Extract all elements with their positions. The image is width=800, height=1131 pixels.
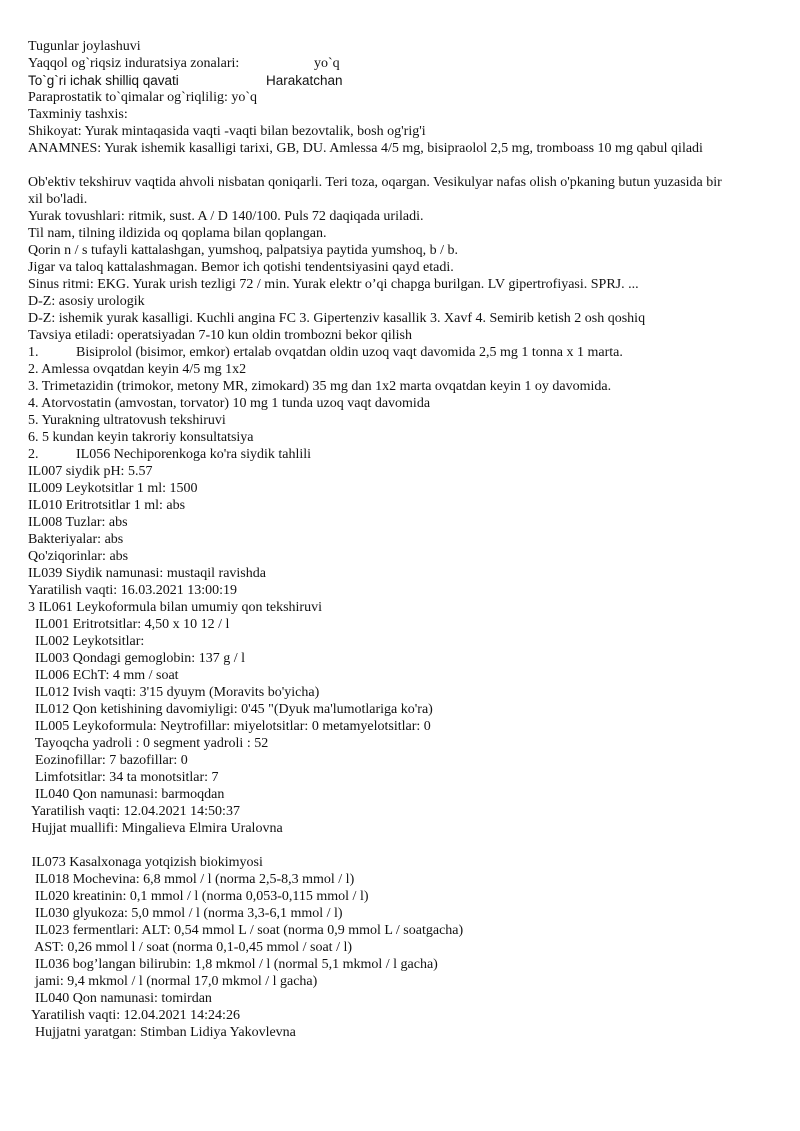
- line-diagnosis-secondary: D-Z: ishemik yurak kasalligi. Kuchli angina FC 3. Gipertenziv kasallik 3. Xavf 4. Semirib ketish 2 osh qoshiq: [28, 311, 646, 326]
- line-node-location: Tugunlar joylashuvi: [28, 39, 141, 54]
- line-induration-value: yo`q: [314, 56, 340, 71]
- list-item-ultrasound: 5. Yurakning ultratovush tekshiruvi: [28, 413, 226, 428]
- line-rectal-mucosa-value: Harakatchan: [266, 73, 343, 88]
- line-urine-salts: IL008 Tuzlar: abs: [28, 515, 128, 530]
- line-erythrocytes: IL001 Eritrotsitlar: 4,50 x 10 12 / l: [28, 617, 230, 632]
- section-number: 2.: [28, 447, 39, 462]
- line-bilirubin-bound: IL036 bog’langan bilirubin: 1,8 mkmol / l (normal 5,1 mkmol / l gacha): [28, 957, 438, 972]
- line-ecg: Sinus ritmi: EKG. Yurak urish tezligi 72 / min. Yurak elektr o’qi chapga burilgan. LV gipertrofiyasi. SPRJ. ...: [28, 277, 639, 292]
- line-anamnesis: ANAMNES: Yurak ishemik kasalligi tarixi, GB, DU. Amlessa 4/5 mg, bisipraolol 2,5 mg, tromboass 10 mg qabul qiladi: [28, 141, 703, 156]
- section-heading-urine: IL056 Nechiporenkoga ko'ra siydik tahlili: [76, 447, 312, 462]
- line-band-segment: Tayoqcha yadroli : 0 segment yadroli : 52: [28, 736, 269, 751]
- line-rectal-mucosa-label: To`g`ri ichak shilliq qavati: [28, 73, 179, 88]
- line-urine-created: Yaratilish vaqti: 16.03.2021 13:00:19: [28, 583, 237, 598]
- line-eosinophils: Eozinofillar: 7 bazofillar: 0: [28, 753, 188, 768]
- line-hemoglobin: IL003 Qondagi gemoglobin: 137 g / l: [28, 651, 245, 666]
- line-blood-author: Hujjat muallifi: Mingalieva Elmira Uralovna: [28, 821, 283, 836]
- line-ast: AST: 0,26 mmol l / soat (norma 0,1-0,45 mmol / soat / l): [28, 940, 353, 955]
- line-preliminary-diagnosis: Taxminiy tashxis:: [28, 107, 128, 122]
- line-urine-ph: IL007 siydik pH: 5.57: [28, 464, 153, 479]
- line-leukocytes: IL002 Leykotsitlar:: [28, 634, 145, 649]
- line-urine-erythrocytes: IL010 Eritrotsitlar 1 ml: abs: [28, 498, 186, 513]
- line-urine-sample: IL039 Siydik namunasi: mustaqil ravishda: [28, 566, 266, 581]
- line-glucose: IL030 glyukoza: 5,0 mmol / l (norma 3,3-6,1 mmol / l): [28, 906, 343, 921]
- line-paraprostatic: Paraprostatik to`qimalar og`riqlilig: yo`q: [28, 90, 258, 105]
- line-alt: IL023 fermentlari: ALT: 0,54 mmol L / soat (norma 0,9 mmol L / soatgacha): [28, 923, 464, 938]
- line-bilirubin-total: jami: 9,4 mkmol / l (normal 17,0 mkmol / l gacha): [28, 974, 318, 989]
- section-heading-biochemistry: IL073 Kasalxonaga yotqizish biokimyosi: [28, 855, 263, 870]
- line-objective-exam: Ob'ektiv tekshiruv vaqtida ahvoli nisbatan qoniqarli. Teri toza, oqargan. Vesikulyar nafas olish o'pkaning butun yuzasida bir xil bo'ladi.: [28, 175, 722, 207]
- line-complaint: Shikoyat: Yurak mintaqasida vaqti -vaqti bilan bezovtalik, bosh og'rig'i: [28, 124, 426, 139]
- line-leukoformula: IL005 Leykoformula: Neytrofillar: miyelotsitlar: 0 metamyelotsitlar: 0: [28, 719, 431, 734]
- line-tongue: Til nam, tilning ildizida oq qoplama bilan qoplangan.: [28, 226, 327, 241]
- line-recommendation: Tavsiya etiladi: operatsiyadan 7-10 kun oldin trombozni bekor qilish: [28, 328, 412, 343]
- line-blood-created: Yaratilish vaqti: 12.04.2021 14:50:37: [28, 804, 240, 819]
- line-biochem-created: Yaratilish vaqti: 12.04.2021 14:24:26: [28, 1008, 240, 1023]
- line-creatinine: IL020 kreatinin: 0,1 mmol / l (norma 0,053-0,115 mmol / l): [28, 889, 369, 904]
- line-urine-bacteria: Bakteriyalar: abs: [28, 532, 124, 547]
- list-item-consultation: 6. 5 kundan keyin takroriy konsultatsiya: [28, 430, 254, 445]
- line-urine-fungi: Qo'ziqorinlar: abs: [28, 549, 129, 564]
- list-item-bisiprolol: Bisiprolol (bisimor, emkor) ertalab ovqatdan oldin uzoq vaqt davomida 2,5 mg 1 tonna x 1 marta.: [76, 345, 623, 360]
- line-lymphocytes: Limfotsitlar: 34 ta monotsitlar: 7: [28, 770, 219, 785]
- list-item-trimetazidine: 3. Trimetazidin (trimokor, metony MR, zimokard) 35 mg dan 1x2 marta ovqatdan keyin 1 oy davomida.: [28, 379, 612, 394]
- line-urine-leukocytes: IL009 Leykotsitlar 1 ml: 1500: [28, 481, 198, 496]
- line-urea: IL018 Mochevina: 6,8 mmol / l (norma 2,5-8,3 mmol / l): [28, 872, 355, 887]
- line-biochem-author: Hujjatni yaratgan: Stimban Lidiya Yakovlevna: [28, 1025, 296, 1040]
- line-heart-sounds: Yurak tovushlari: ritmik, sust. A / D 140/100. Puls 72 daqiqada uriladi.: [28, 209, 424, 224]
- list-item-atorvastatin: 4. Atorvostatin (amvostan, torvator) 10 mg 1 tunda uzoq vaqt davomida: [28, 396, 431, 411]
- line-esr: IL006 EChT: 4 mm / soat: [28, 668, 179, 683]
- line-abdomen: Qorin n / s tufayli kattalashgan, yumshoq, palpatsiya paytida yumshoq, b / b.: [28, 243, 459, 258]
- list-item-amlessa: 2. Amlessa ovqatdan keyin 4/5 mg 1x2: [28, 362, 247, 377]
- line-liver-spleen: Jigar va taloq kattalashmagan. Bemor ich qotishi tendentsiyasini qayd etadi.: [28, 260, 454, 275]
- list-item-number: 1.: [28, 345, 39, 360]
- line-biochem-sample: IL040 Qon namunasi: tomirdan: [28, 991, 212, 1006]
- line-diagnosis-main: D-Z: asosiy urologik: [28, 294, 145, 309]
- line-induration-label: Yaqqol og`riqsiz induratsiya zonalari:: [28, 56, 240, 71]
- line-bleeding-duration: IL012 Qon ketishining davomiyligi: 0'45 "(Dyuk ma'lumotlariga ko'ra): [28, 702, 433, 717]
- line-clotting-time: IL012 Ivish vaqti: 3'15 dyuym (Moravits bo'yicha): [28, 685, 320, 700]
- section-heading-blood: 3 IL061 Leykoformula bilan umumiy qon tekshiruvi: [28, 600, 322, 615]
- line-blood-sample: IL040 Qon namunasi: barmoqdan: [28, 787, 225, 802]
